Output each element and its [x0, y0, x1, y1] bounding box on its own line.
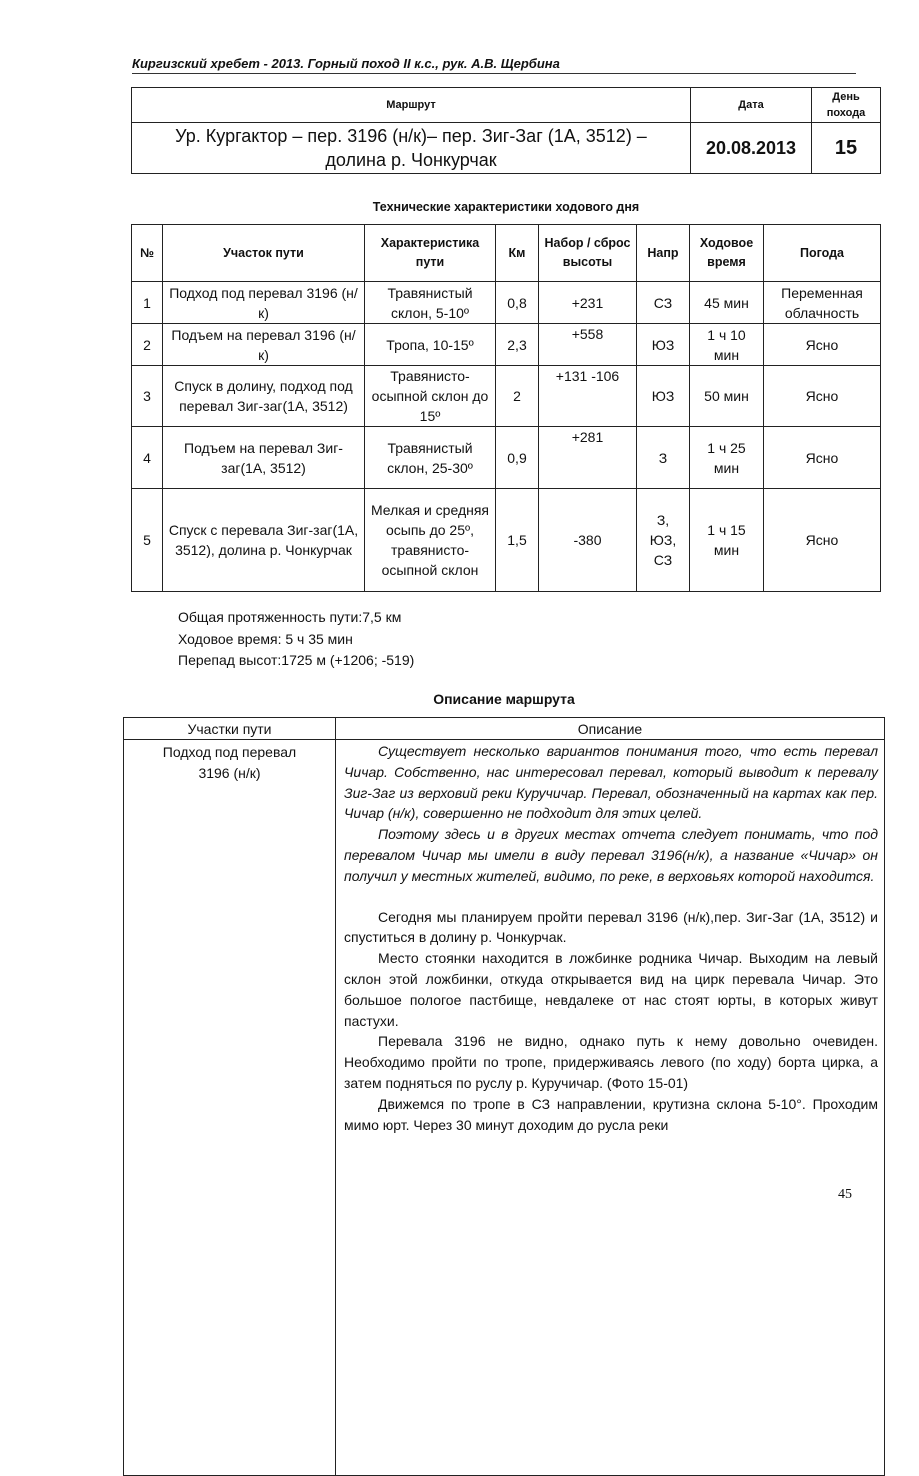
section-name [124, 740, 336, 1476]
date-column-header: Дата [691, 88, 812, 123]
description-paragraph: Место стоянки находится в ложбинке родника Чичар. Выходим на левый склон этой ложбинки, откуда открывается вид на цирк перевала Чичар. Это большое пологое пастбище, невдалеке от нас стоят юрты, в которых живут пастухи. [344, 950, 878, 1029]
route-name-cell [132, 123, 691, 174]
tech-header-number: № [132, 225, 163, 282]
document-header: Киргизский хребет - 2013. Горный поход II к.с., рук. А.В. Щербина [132, 56, 856, 74]
row-characteristic: Травянистый склон, 5-10º [365, 282, 496, 324]
route-day-number: 15 [812, 123, 881, 174]
tech-header-km: Км [496, 225, 539, 282]
row-direction: ЮЗ [637, 324, 690, 366]
tech-header-characteristic: Характеристика пути [365, 225, 496, 282]
table-row [132, 366, 881, 427]
description-text [336, 740, 885, 1476]
tech-header-row [132, 225, 881, 282]
row-altitude: +281 [539, 427, 637, 489]
row-section: Спуск в долину, подход под перевал Зиг-заг(1А, 3512) [163, 366, 365, 427]
row-weather: Ясно [764, 366, 881, 427]
row-number: 4 [132, 427, 163, 489]
row-km: 1,5 [496, 489, 539, 592]
description-header-row [124, 718, 885, 740]
row-weather: Ясно [764, 489, 881, 592]
row-altitude: +558 [539, 324, 637, 366]
summary-time: Ходовое время: 5 ч 35 мин [178, 630, 353, 647]
route-name-line1: Ур. Кургактор – пер. 3196 (н/к)– пер. Зиг-Заг (1А, 3512) – [175, 126, 647, 146]
description-row [124, 740, 885, 1476]
row-time: 50 мин [690, 366, 764, 427]
row-number: 3 [132, 366, 163, 427]
row-altitude: +131 -106 [539, 366, 637, 427]
row-time: 1 ч 10 мин [690, 324, 764, 366]
description-paragraph: Перевала 3196 не видно, однако путь к нему довольно очевиден. Необходимо пройти по тропе, придерживаясь левого (по ходу) борта цирка, а затем подняться по руслу р. Куручичар. (Фото 15-01) [344, 1033, 878, 1091]
row-characteristic: Травянистый склон, 25-30º [365, 427, 496, 489]
row-number: 2 [132, 324, 163, 366]
table-row [132, 427, 881, 489]
tech-header-direction: Напр [637, 225, 690, 282]
tech-characteristics-table [131, 224, 881, 592]
day-summary [178, 607, 414, 672]
row-characteristic: Тропа, 10-15º [365, 324, 496, 366]
route-description-table [123, 717, 885, 1476]
route-date: 20.08.2013 [691, 123, 812, 174]
row-weather: Ясно [764, 427, 881, 489]
row-section: Подход под перевал 3196 (н/к) [163, 282, 365, 324]
section-column-header: Участки пути [124, 718, 336, 740]
table-row [132, 324, 881, 366]
row-section: Подъем на перевал 3196 (н/к) [163, 324, 365, 366]
row-altitude: -380 [539, 489, 637, 592]
description-column-header: Описание [336, 718, 885, 740]
route-name-line2: долина р. Чонкурчак [325, 150, 497, 170]
row-characteristic: Травянисто-осыпной склон до 15º [365, 366, 496, 427]
description-paragraph: Поэтому здесь и в других местах отчета следует понимать, что под перевалом Чичар мы имели в виду перевал 3196(н/к), а название «Чичар» он получил у местных жителей, видимо, по реке, в верховьях которой находится. [344, 826, 878, 884]
row-weather: Ясно [764, 324, 881, 366]
row-section: Спуск с перевала Зиг-заг(1А, 3512), долина р. Чонкурчак [163, 489, 365, 592]
row-number: 5 [132, 489, 163, 592]
route-column-header: Маршрут [132, 88, 691, 123]
row-section: Подъем на перевал Зиг-заг(1А, 3512) [163, 427, 365, 489]
row-time: 1 ч 15 мин [690, 489, 764, 592]
row-altitude: +231 [539, 282, 637, 324]
row-km: 0,8 [496, 282, 539, 324]
row-km: 2,3 [496, 324, 539, 366]
row-characteristic: Мелкая и средняя осыпь до 25º, травянисто-осыпной склон [365, 489, 496, 592]
row-km: 0,9 [496, 427, 539, 489]
description-paragraph: Движемся по тропе в СЗ направлении, крутизна склона 5-10°. Проходим мимо юрт. Через 30 минут доходим до русла реки [344, 1095, 878, 1133]
summary-altitude: Перепад высот:1725 м (+1206; -519) [178, 652, 415, 668]
route-table [131, 87, 881, 174]
row-time: 45 мин [690, 282, 764, 324]
row-km: 2 [496, 366, 539, 427]
row-direction: ЮЗ [637, 366, 690, 427]
description-paragraph: Сегодня мы планируем пройти перевал 3196 (н/к),пер. Зиг-Заг (1А, 3512) и спуститься в долину р. Чонкурчак. [344, 908, 878, 946]
row-direction: З [637, 427, 690, 489]
tech-header-weather: Погода [764, 225, 881, 282]
table-row [132, 282, 881, 324]
row-number: 1 [132, 282, 163, 324]
tech-table-title: Технические характеристики ходового дня [372, 200, 640, 214]
description-title: Описание маршрута [433, 691, 575, 707]
tech-header-section: Участок пути [163, 225, 365, 282]
row-direction: СЗ [637, 282, 690, 324]
day-column-header: День похода [812, 88, 881, 123]
page-number: 45 [838, 1187, 852, 1202]
table-row [132, 489, 881, 592]
row-direction: З, ЮЗ, СЗ [637, 489, 690, 592]
summary-length: Общая протяженность пути:7,5 км [178, 609, 402, 625]
row-weather: Переменная облачность [764, 282, 881, 324]
tech-header-altitude: Набор / сброс высоты [539, 225, 637, 282]
section-name-text: Подход под перевал 3196 (н/к) [162, 744, 297, 781]
row-time: 1 ч 25 мин [690, 427, 764, 489]
tech-header-time: Ходовое время [690, 225, 764, 282]
description-paragraph: Существует несколько вариантов понимания того, что есть перевал Чичар. Собственно, нас интересовал перевал, который выводит к перевалу Зиг-Заг из верховий реки Куручичар. Перевал, обозначенный на картах как пер. Чичар (н/к), совершенно не подходит для этих целей. [344, 743, 878, 822]
